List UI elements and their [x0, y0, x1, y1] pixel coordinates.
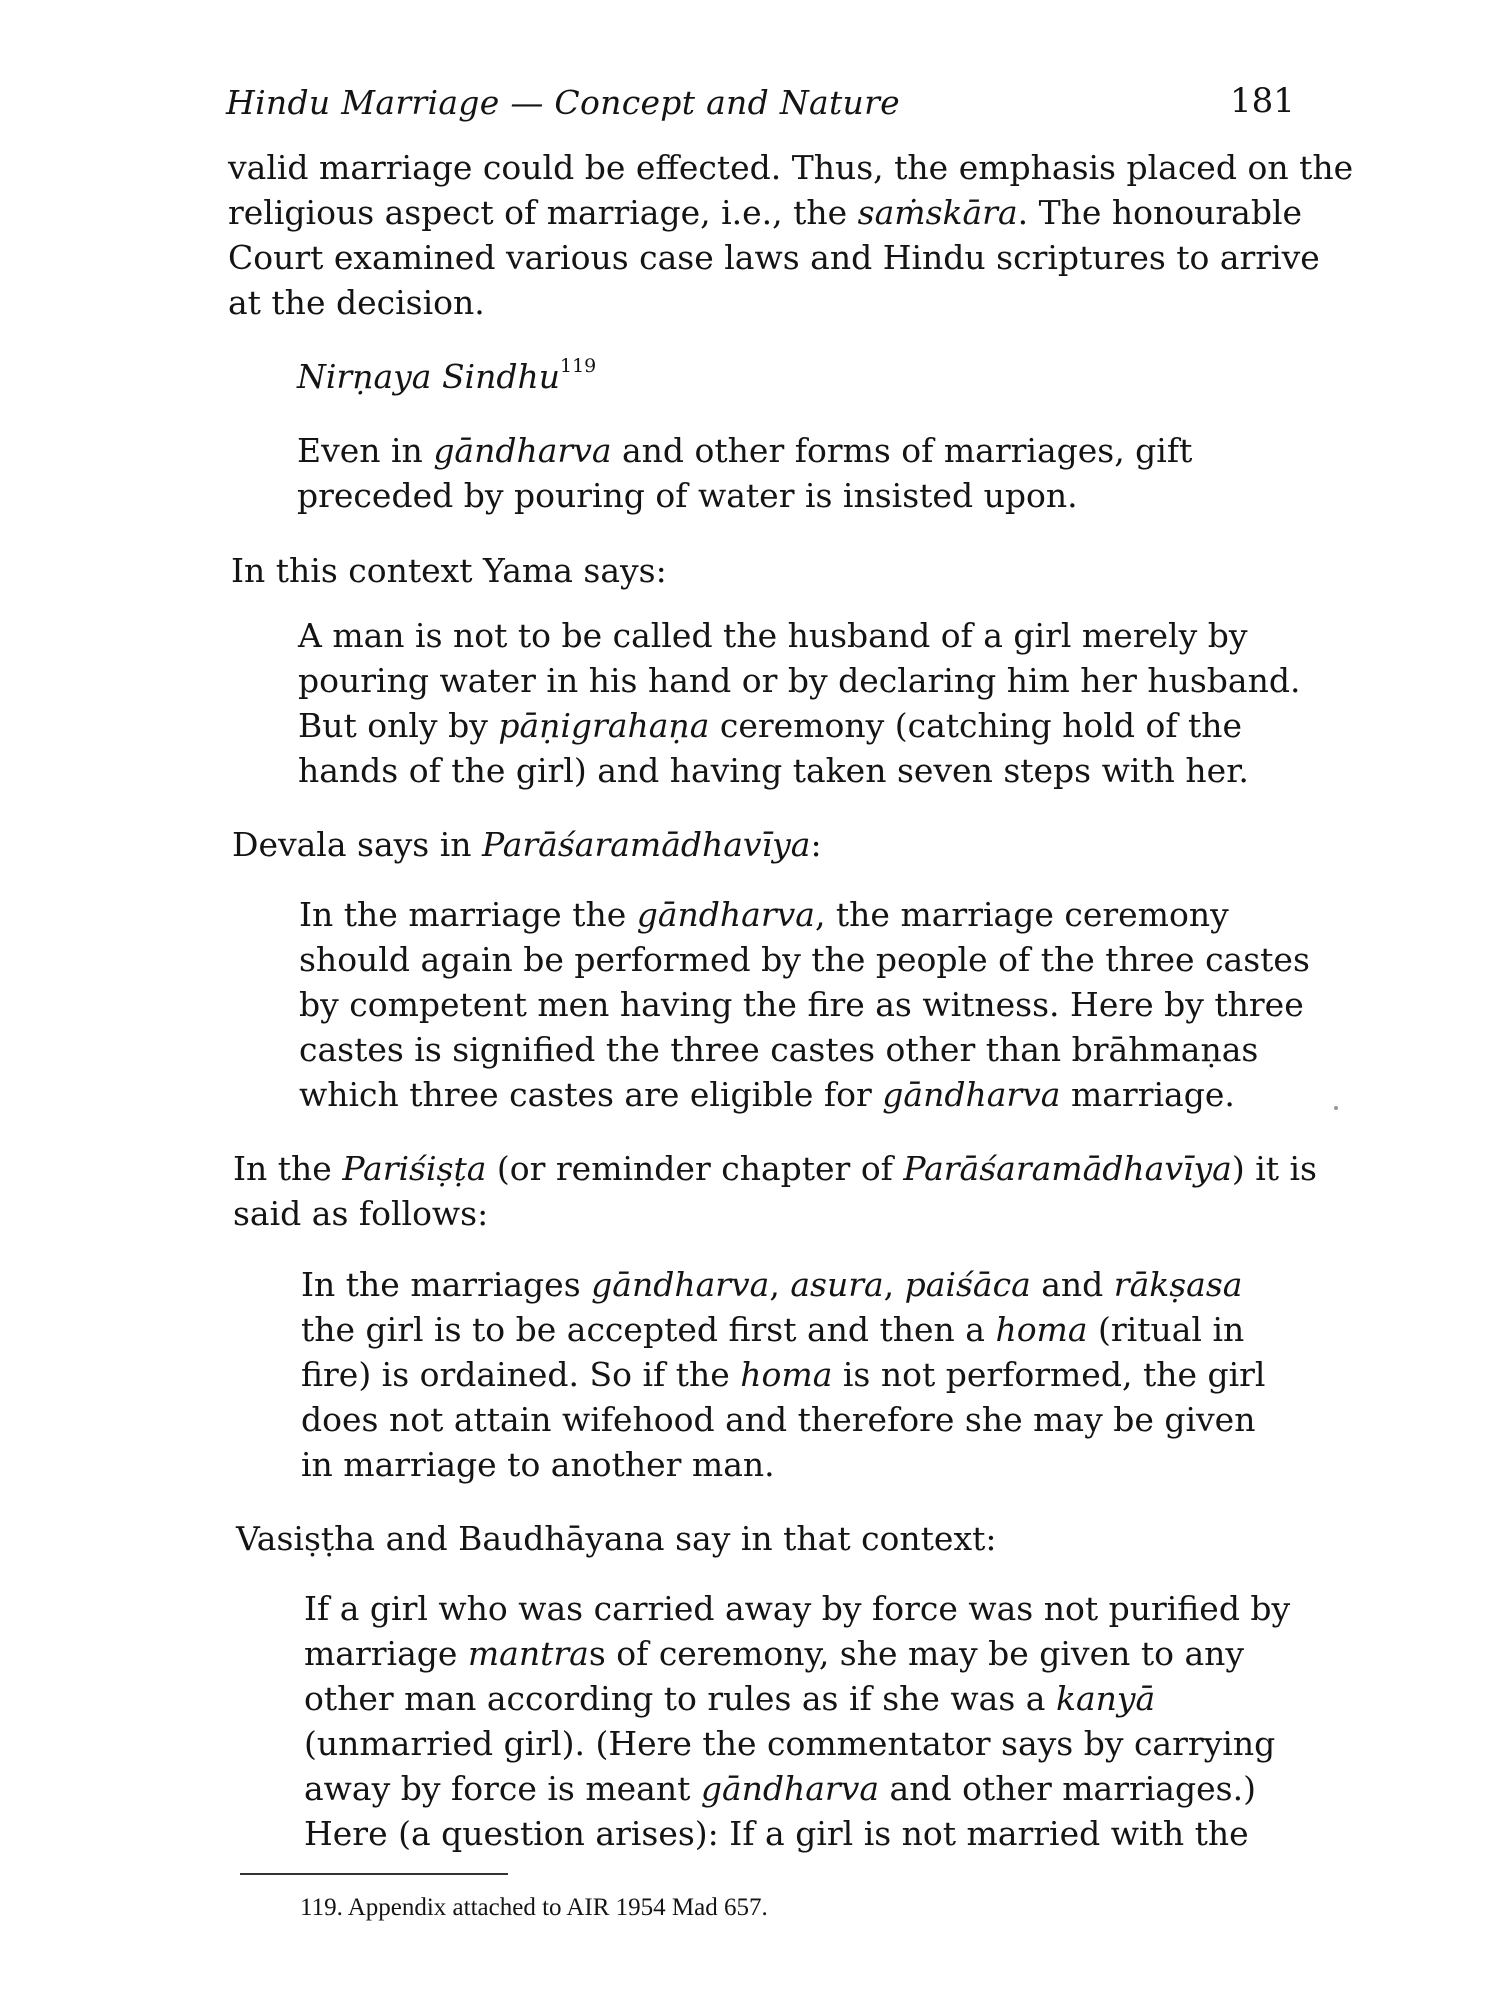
text-run: is not performed, the girl — [832, 1355, 1266, 1394]
term-mantra: mantra — [467, 1634, 589, 1673]
quote-3 — [299, 892, 1310, 1117]
text-line — [304, 1676, 1290, 1721]
quote-2 — [298, 613, 1300, 793]
text-line — [301, 1352, 1265, 1397]
paragraph-3 — [232, 822, 822, 867]
text-line: Court examined various case laws and Hindu scriptures to arrive — [228, 238, 1320, 277]
text-line: preceded by pouring of water is insisted upon. — [297, 476, 1078, 515]
text-line: hands of the girl) and having taken seven steps with her. — [298, 751, 1249, 790]
text-run: marriage. — [1060, 1075, 1235, 1114]
text-run: fire) is ordained. So if the — [301, 1355, 741, 1394]
text-run: : — [810, 825, 822, 864]
text-run: In the marriages — [301, 1265, 592, 1304]
text-line: In this context Yama says: — [231, 551, 667, 590]
text-line: does not attain wifehood and therefore she may be given — [301, 1400, 1256, 1439]
term-parisista: Pariśiṣṭa — [342, 1149, 487, 1188]
text-line: Vasiṣṭha and Baudhāyana say in that context: — [236, 1519, 997, 1558]
heading-text: Nirṇaya Sindhu — [297, 357, 560, 396]
text-line — [304, 1766, 1290, 1811]
term-asura: asura — [790, 1265, 884, 1304]
term-gandharva: gāndharva — [591, 1265, 770, 1304]
text-line — [301, 1262, 1265, 1307]
term-gandharva: gāndharva — [636, 895, 815, 934]
text-line: A man is not to be called the husband of a girl merely by — [298, 616, 1248, 655]
term-panigrahana: pāṇigrahaṇa — [498, 706, 710, 745]
term-paisaca: paiśāca — [904, 1265, 1031, 1304]
text-line — [233, 1146, 1317, 1191]
term-gandharva: gāndharva — [700, 1769, 880, 1808]
text-run: ceremony (catching hold of the — [709, 706, 1243, 745]
text-line: should again be performed by the people of the three castes — [299, 940, 1310, 979]
text-run: the girl is to be accepted first and then a — [301, 1310, 996, 1349]
text-line: Here (a question arises): If a girl is not married with the — [304, 1814, 1249, 1853]
text-run: (or reminder chapter of — [486, 1149, 904, 1188]
footnote-ref: 119 — [560, 355, 597, 377]
text-line — [304, 1631, 1290, 1676]
text-line — [299, 1072, 1310, 1117]
text-line: pouring water in his hand or by declaring him her husband. — [298, 661, 1301, 700]
text-run: In the marriage the — [299, 895, 637, 934]
text-line — [228, 190, 1353, 235]
text-run: , — [769, 1265, 791, 1304]
text-line: at the decision. — [228, 283, 485, 322]
text-line — [298, 703, 1300, 748]
scan-speck — [1334, 1106, 1338, 1110]
text-line: by competent men having the fire as witness. Here by three — [299, 985, 1304, 1024]
text-run: But only by — [298, 706, 499, 745]
text-run: religious aspect of marriage, i.e., the — [228, 193, 858, 232]
text-line: castes is signified the three castes other than brāhmaṇas — [299, 1030, 1259, 1069]
text-line: (unmarried girl). (Here the commentator says by carrying — [304, 1724, 1276, 1763]
text-run: and other marriages.) — [879, 1769, 1256, 1808]
text-line — [232, 822, 822, 867]
term-raksasa: rākṣasa — [1113, 1265, 1243, 1304]
text-run: marriage — [304, 1634, 468, 1673]
term-homa: homa — [740, 1355, 833, 1394]
text-line: If a girl who was carried away by force was not purified by — [304, 1589, 1291, 1628]
term-homa: homa — [995, 1310, 1088, 1349]
quote-4 — [301, 1262, 1265, 1487]
text-run: Even in — [297, 431, 434, 470]
text-run: away by force is meant — [304, 1769, 701, 1808]
page-number: 181 — [1230, 81, 1295, 121]
term-parasaramadhaviya: Parāśaramādhavīya — [482, 825, 811, 864]
quote-1 — [297, 428, 1192, 518]
text-run: . The honourable — [1017, 193, 1303, 232]
text-run: (ritual in — [1087, 1310, 1245, 1349]
paragraph-2 — [231, 548, 667, 593]
paragraph-4 — [233, 1146, 1317, 1236]
text-run: In the — [233, 1149, 343, 1188]
paragraph-5 — [236, 1516, 996, 1561]
footnote-119: 119. Appendix attached to AIR 1954 Mad 657. — [300, 1894, 768, 1921]
text-run: Devala says in — [232, 825, 482, 864]
paragraph-1 — [228, 145, 1353, 325]
text-run: and — [1030, 1265, 1114, 1304]
text-line: valid marriage could be effected. Thus, the emphasis placed on the — [228, 148, 1354, 187]
text-line — [297, 428, 1192, 473]
text-line: in marriage to another man. — [301, 1445, 775, 1484]
footnote-divider — [240, 1873, 508, 1875]
text-run: other man according to rules as if she was a — [304, 1679, 1056, 1718]
text-run: which three castes are eligible for — [299, 1075, 883, 1114]
term-parasaramadhaviya: Parāśaramādhavīya — [903, 1149, 1232, 1188]
term-gandharva: gāndharva — [882, 1075, 1061, 1114]
quote-5 — [304, 1586, 1290, 1856]
text-run: , — [883, 1265, 905, 1304]
term-kanya: kanyā — [1055, 1679, 1156, 1718]
text-run: s of ceremony, she may be given to any — [588, 1634, 1245, 1673]
text-run: ) it is — [1231, 1149, 1317, 1188]
running-header-title: Hindu Marriage — Concept and Nature — [226, 83, 900, 122]
text-line — [301, 1307, 1265, 1352]
text-line: said as follows: — [233, 1194, 489, 1233]
text-run: and other forms of marriages, gift — [611, 431, 1193, 470]
term-gandharva: gāndharva — [433, 431, 612, 470]
term-samskara: saṁskāra — [857, 193, 1018, 232]
text-run: , the marriage ceremony — [814, 895, 1229, 934]
text-line — [299, 892, 1310, 937]
section-heading — [297, 355, 596, 396]
